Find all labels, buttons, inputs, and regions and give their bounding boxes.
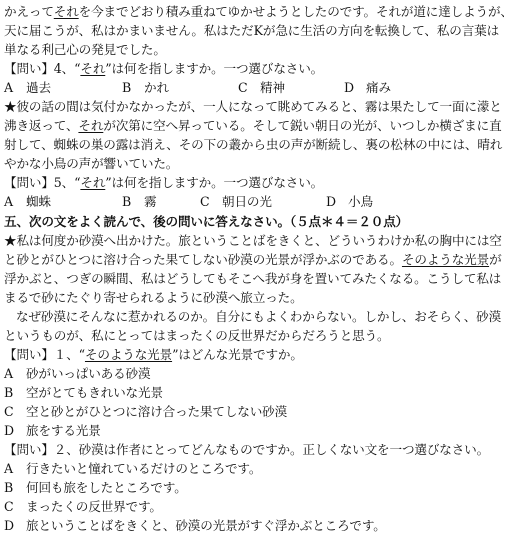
option-text: 小鳥 [348,194,373,210]
option-b[interactable] [122,78,169,97]
option-letter: C [4,499,14,515]
question-text: ”はどんな光景ですか。 [172,346,303,362]
question-text: 【問い】１、“ [4,346,85,362]
option-letter: A [4,461,13,477]
passage-line [4,250,502,269]
passage-line: ★私は何度か砂漠へ出かけた。旅ということばをきくと、どういうわけか私の胸中には空 [4,232,502,248]
option-text: 朝日の光 [222,194,272,210]
option-letter: C [238,80,248,96]
option-text: 旅ということばをきくと、砂漠の光景がすぐ浮かぶところです。 [26,518,386,534]
passage-text: 沸き返って、 [4,118,79,134]
underlined-reference: そのような光景 [84,346,173,362]
question-text: ”は何を指しますか。一つ選びなさい。 [105,61,324,77]
underlined-reference: それ [80,175,106,191]
option-letter: D [4,423,14,439]
option-letter: B [122,194,132,210]
option-d[interactable] [326,192,373,211]
option-c[interactable] [238,78,285,97]
passage-text: と砂とがひとつに溶け合った果てしない砂漠の光景が浮かぶのである。 [4,251,402,267]
option-d[interactable] [4,516,496,535]
option-text: 旅をする光景 [26,423,101,439]
option-letter: A [4,194,13,210]
section-5-heading: 五、次の文をよく読んで、後の問いに答えなさい。（５点＊４＝２０点） [4,213,409,229]
option-d[interactable] [344,78,391,97]
option-text: 空と砂とがひとつに溶け合った果てしない砂漠 [26,403,288,419]
passage-line: なぜ砂漠にそんなに惹かれるのか。自分にもよくわからない。しかし、おそらく、砂漠 [16,308,502,324]
option-a[interactable] [4,78,51,97]
passage-line: まるで砂にたぐり寄せられるように砂漠へ旅立った。 [4,289,303,305]
option-text: 行きたいと憧れているだけのところです。 [26,461,262,477]
passage-text: が [489,251,502,267]
option-b[interactable] [4,383,496,402]
option-text: 蜘蛛 [26,194,51,210]
option-text: 何回も旅をしたところです。 [26,480,187,496]
underlined-reference: それ [80,61,106,77]
option-b[interactable] [122,192,156,211]
passage-line: 射して、蜘蛛の巣の露は消え、その下の叢から虫の声が断続し、裏の松林の中には、晴れ [4,137,503,153]
passage-text: が次第に空へ昇っている。そして鋭い朝日の光が、いつしか横ざまに直 [103,118,502,134]
passage-line: 浮かぶと、つぎの瞬間、私はどうしてもそこへ我が身を置いてみたくなる。こうして私は [4,270,502,286]
option-letter: B [4,384,14,400]
option-c[interactable] [200,192,272,211]
option-text: かれ [144,80,169,96]
option-text: 空がとてもきれいな光景 [26,384,163,400]
option-a[interactable] [4,192,51,211]
question-text: 【問い】5、“ [4,175,81,191]
passage-text: を今までどおり積み重ねてゆかせようとしたのです。それが道に達しようが、 [78,4,513,19]
option-text: 過去 [26,80,51,96]
passage-line: 単なる利己心の発見でした。 [4,42,166,58]
passage-line [4,2,513,21]
option-letter: B [4,480,14,496]
option-text: 痛み [366,80,391,96]
option-letter: D [4,518,14,534]
option-c[interactable] [4,402,496,421]
underlined-reference: それ [78,118,104,134]
exam-page [4,2,513,534]
option-letter: C [4,403,14,419]
question-2: 【問い】２、砂漠は作者にとってどんなものですか。正しくない文を一つ選びなさい。 [4,442,490,458]
question-4 [4,59,496,78]
option-d[interactable] [4,421,496,440]
passage-text: かえって [4,4,54,19]
passage-line: 天に届こうが、私はかまいません。私はただKが急に生活の方向を転換して、私の言葉は [4,23,500,39]
question-5 [4,173,496,192]
question-text: 【問い】4、“ [4,61,81,77]
option-a[interactable] [4,364,496,383]
question-4-options [4,78,496,97]
question-1 [4,345,496,364]
option-letter: A [4,365,13,381]
option-text: 霧 [144,194,157,210]
question-text: ”は何を指しますか。一つ選びなさい。 [105,175,324,191]
option-letter: D [326,194,336,210]
option-text: まったくの反世界です。 [26,499,162,515]
question-5-options [4,192,496,211]
option-c[interactable] [4,497,496,516]
passage-line: というものが、私にとってはまったくの反世界だからだろうと思う。 [4,327,390,343]
option-b[interactable] [4,478,496,497]
passage-line [4,116,502,135]
option-letter: C [200,194,210,210]
underlined-reference: それ [53,4,79,19]
option-letter: A [4,80,13,96]
option-text: 精神 [260,80,285,96]
passage-line: やかな小鳥の声が響いていた。 [4,156,179,172]
passage-line: ★彼の話の間は気付かなかったが、一人になって眺めてみると、霧は果たして一面に濛と [4,99,502,115]
option-letter: D [344,80,354,96]
option-letter: B [122,80,132,96]
underlined-reference: そのような光景 [401,251,490,267]
option-text: 砂がいっぱいある砂漠 [26,365,151,381]
option-a[interactable] [4,459,496,478]
